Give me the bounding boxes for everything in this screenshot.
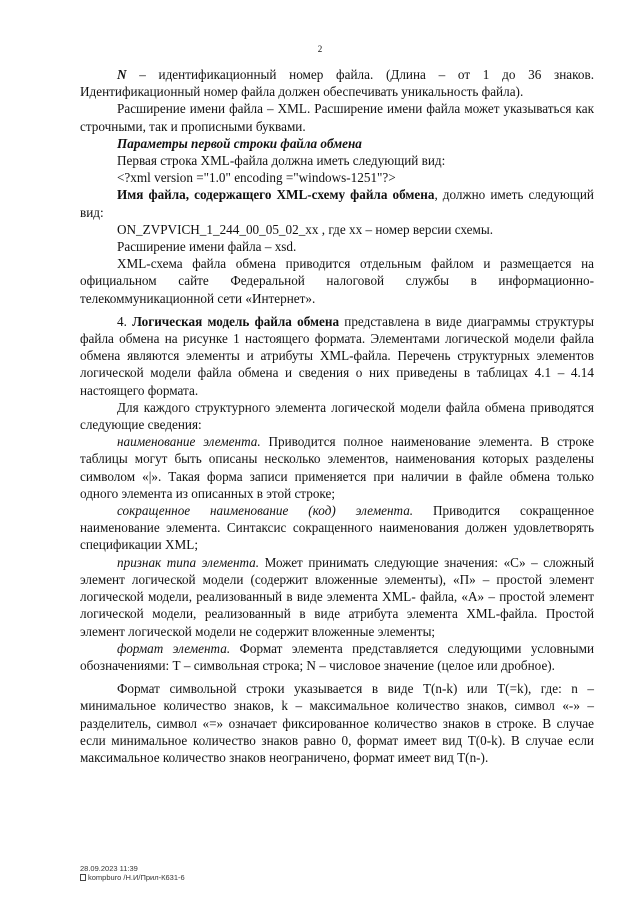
schema-file-name: ON_ZVPVICH_1_244_00_05_02_xx , где хх – номер версии схемы. [117, 221, 494, 237]
page-number: 2 [317, 44, 323, 54]
paragraph-element-code: сокращенное наименование (код) элемента. Приводится сокращенное наименование элемента. Синтаксис сокращенного наименования должен удовлетворять спецификации XML; [80, 503, 595, 553]
paragraph-element-name: наименование элемента. Приводится полное наименование элемента. В строке таблицы могут быть описаны несколько элементов, наименования которых разделены символом «|». Такая форма записи применяется при наличии в файле обмена только одного элемента из описанных в этой строке; [80, 434, 594, 501]
paragraph-schema-publication: XML-схема файла обмена приводится отдельным файлом и размещается на официальном сайте Федеральной налоговой службы в информационно-телекоммуникационной сети «Интернет». [80, 256, 594, 306]
paragraph-extension: Расширение имени файла – XML. Расширение имени файла может указываться как строчными, так и прописными буквами. [80, 101, 594, 134]
paragraph-string-format: Формат символьной строки указывается в виде Т(n-k) или Т(=k), где: n – минимальное количество знаков, k – максимальное количество знаков, символ «-» – разделитель, символ «=» означает фиксированное количество знаков в строке. В случае если минимальное количество знаков равно 0, формат имеет вид Т(0-k). В случае если максимальное количество знаков неограничено, формат имеет вид Т(n-). [80, 681, 594, 765]
footer-path-line [80, 873, 185, 882]
paragraph-logical-model: 4. Логическая модель файла обмена представлена в виде диаграммы структуры файла обмена на рисунке 1 настоящего формата. Элементами логической модели файла обмена являются элементы и атрибуты XML-файла. Перечень структурных элементов логической модели файла обмена и сведения о них приведены в таблицах 4.1 – 4.14 настоящего формата. [80, 313, 594, 398]
paragraph-schema-name: Имя файла, содержащего XML-схему файла обмена, должно иметь следующий вид: [80, 187, 594, 220]
term-n: N [117, 67, 127, 82]
schema-extension: Расширение имени файла – xsd. [117, 239, 297, 255]
footer-date: 28.09.2023 11:39 [80, 864, 138, 873]
section-heading-first-line: Параметры первой строки файла обмена [117, 135, 362, 151]
page-footer [80, 864, 185, 882]
document-icon [80, 874, 86, 881]
paragraph-element-type: признак типа элемента. Может принимать следующие значения: «С» – сложный элемент логической модели (содержит вложенные элементы), «П» – простой элемент логической модели, реализованный в виде элемента XML- файла, «А» – простой элемент логической модели, реализованный в виде атрибута элемента XML-файла. Простой элемент логической модели не содержит вложенные элементы; [80, 554, 594, 639]
paragraph-file-id: N – идентификационный номер файла. (Длина – от 1 до 36 знаков. Идентификационный номер файла должен обеспечивать уникальность файла). [80, 67, 594, 100]
paragraph-element-info: Для каждого структурного элемента логической модели файла обмена приводятся следующие сведения: [80, 399, 594, 433]
paragraph-first-line: Первая строка XML-файла должна иметь следующий вид: [117, 153, 446, 169]
paragraph-element-format: формат элемента. Формат элемента представляется следующими условными обозначениями: Т – символьная строка; N – числовое значение (целое или дробное). [80, 640, 594, 673]
document-body [80, 66, 594, 766]
xml-declaration: <?xml version ="1.0" encoding ="windows-1251"?> [117, 170, 396, 186]
footer-path: kompburo /Н.И/Прил-К631-6 [88, 873, 185, 882]
